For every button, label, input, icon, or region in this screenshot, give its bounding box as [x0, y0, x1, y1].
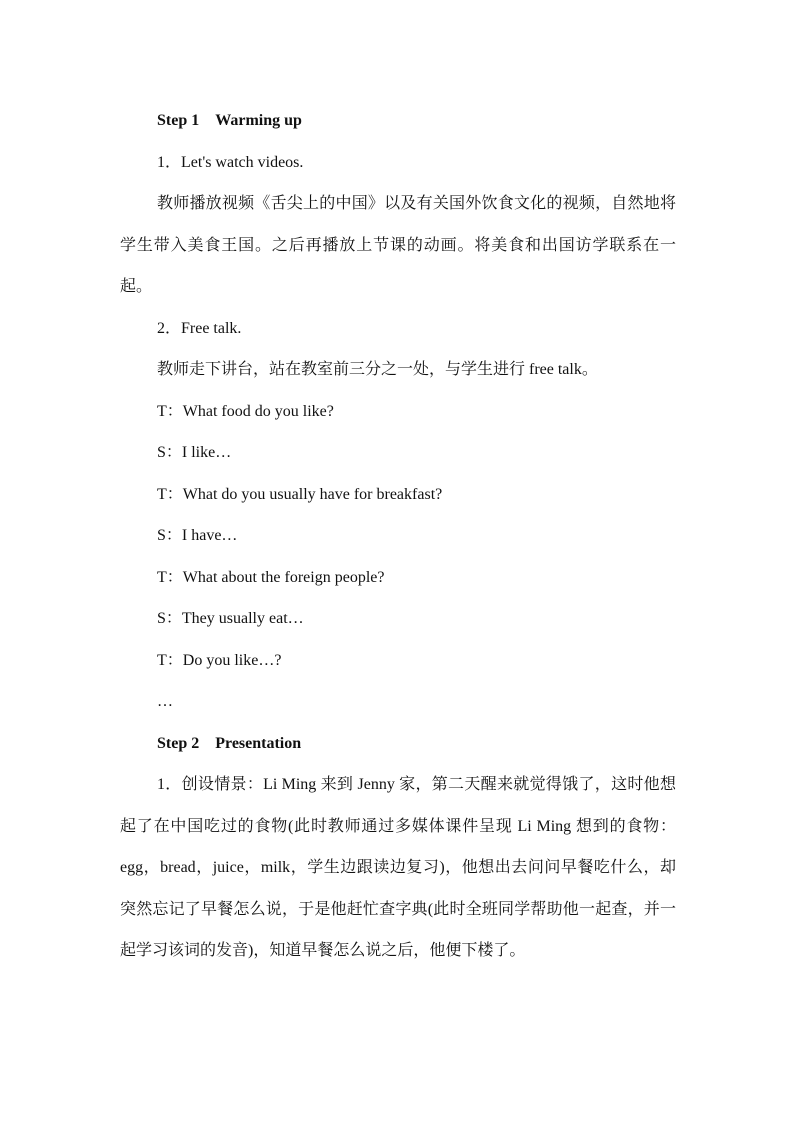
dialogue-line: S：I have…: [157, 527, 238, 544]
step1-item1-title: 1．Let's watch videos.: [157, 153, 304, 171]
dialogue-line: T：What food do you like?: [157, 402, 334, 420]
dialogue-line: S：I like…: [157, 444, 232, 461]
step2-heading: Step 2 Presentation: [157, 734, 302, 752]
step1-item2-paragraph: 教师走下讲台，站在教室前三分之一处，与学生进行 free talk。: [157, 361, 598, 378]
dialogue-line: T：What do you usually have for breakfast?: [157, 485, 443, 503]
step2-item1-paragraph: 1．创设情景：Li Ming 来到 Jenny 家，第二天醒来就觉得饿了，这时他想起了在中国吃过的食物(此时教师通过多媒体课件呈现 Li Ming 想到的食物：egg，bread，juice，milk，学生边跟读边复习)，他想出去问问早餐吃什么，却突然忘记了早餐怎么说，于是他赶忙查字典(此时全班同学帮助他一起查，并一起学习该词的发音)，知道早餐怎么说之后，他便下楼了。: [120, 776, 676, 959]
dialogue-ellipsis: …: [157, 693, 173, 710]
step1-item1-paragraph: 教师播放视频《舌尖上的中国》以及有关国外饮食文化的视频，自然地将学生带入美食王国。之后再播放上节课的动画。将美食和出国访学联系在一起。: [120, 195, 676, 295]
dialogue-line: T：Do you like…?: [157, 651, 282, 669]
step1-item2-title: 2．Free talk.: [157, 319, 242, 337]
dialogue-line: S：They usually eat…: [157, 610, 304, 627]
step1-heading: Step 1 Warming up: [157, 112, 302, 129]
dialogue-line: T：What about the foreign people?: [157, 568, 385, 586]
document-content: [120, 100, 676, 972]
